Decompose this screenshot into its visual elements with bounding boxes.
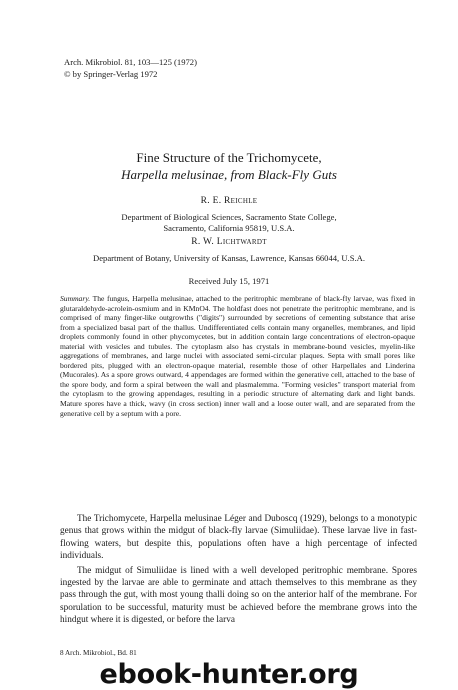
affiliation-1-line1: Department of Biological Sciences, Sacramento State College, <box>121 212 337 222</box>
affiliation-1-line2: Sacramento, California 95819, U.S.A. <box>163 223 295 233</box>
article-title-line2: Harpella melusinae, from Black-Fly Guts <box>121 167 337 182</box>
affiliation-1 <box>30 212 428 234</box>
body-paragraph-2: The midgut of Simuliidae is lined with a well developed peritrophic membrane. Spores ingested by the larvae are able to germinate and attach themselves to this membrane as they pass through the gut, with most young thalli doing so on the anterior half of the membrane. For sporulation to be successful, maturity must be achieved before the membrane grows into the hindgut where it is digested, or before the larva <box>60 565 417 626</box>
watermark-logo: ebook-hunter.org <box>99 659 359 690</box>
article-title-line1: Fine Structure of the Trichomycete, <box>136 150 322 165</box>
received-date: Received July 15, 1971 <box>188 276 270 286</box>
copyright-notice: © by Springer-Verlag 1972 <box>64 68 158 79</box>
author-2: R. W. Lichtwardt <box>191 237 267 247</box>
journal-citation: Arch. Mikrobiol. 81, 103—125 (1972) <box>64 57 197 67</box>
author-1: R. E. Reichle <box>200 196 258 206</box>
journal-header <box>64 57 197 80</box>
affiliation-2: Department of Botany, University of Kansas, Lawrence, Kansas 66044, U.S.A. <box>93 253 365 263</box>
page-footer: 8 Arch. Mikrobiol., Bd. 81 <box>60 649 137 657</box>
summary-abstract <box>60 294 415 418</box>
body-text <box>60 513 417 627</box>
summary-text: The fungus, Harpella melusinae, attached to the peritrophic membrane of black-fly larvae, was fixed in glutaraldehyde-acrolein-osmium and in KMnO4. The holdfast does not penetrate the peritrophic membrane, and is comprised of many finger-like outgrowths ("digits") surrounded by secretions of cementing substance that arise from a specialized basal part of the thallus. Undifferentiated cells contain many organelles, membranes, and lipid droplets commonly found in other phycomycetes, but in addition contain large concentrations of electron-opaque material with vesicles and tubules. The cytoplasm also has crystals in membrane-bound vesicles, myelin-like aggregations of membranes, and large nuclei with associated semi-circular plaques. Septa with small pores like bordered pits, plugged with an electron-opaque material, resemble those of other Harpellales and Linderina (Mucorales). As a spore grows outward, 4 appendages are formed within the generative cell, attached to the base of the spore body, and form a spiral between the wall and plasmalemma. "Forming vesicles" transport material from the cytoplasm to the growing appendages, resulting in a periodic structure of alternating dark and light bands. Mature spores have a thick, wavy (in cross section) inner wall and a loose outer wall, and are separated from the generative cell by a septum with a pore. <box>60 294 416 418</box>
body-paragraph-1: The Trichomycete, Harpella melusinae Léger and Duboscq (1929), belongs to a monotypic genus that grows within the midgut of black-fly larvae (Simuliidae). These larvae live in fast-flowing waters, but despite this, populations often have a high percentage of infected individuals. <box>60 514 417 562</box>
summary-label: Summary. <box>60 294 91 303</box>
